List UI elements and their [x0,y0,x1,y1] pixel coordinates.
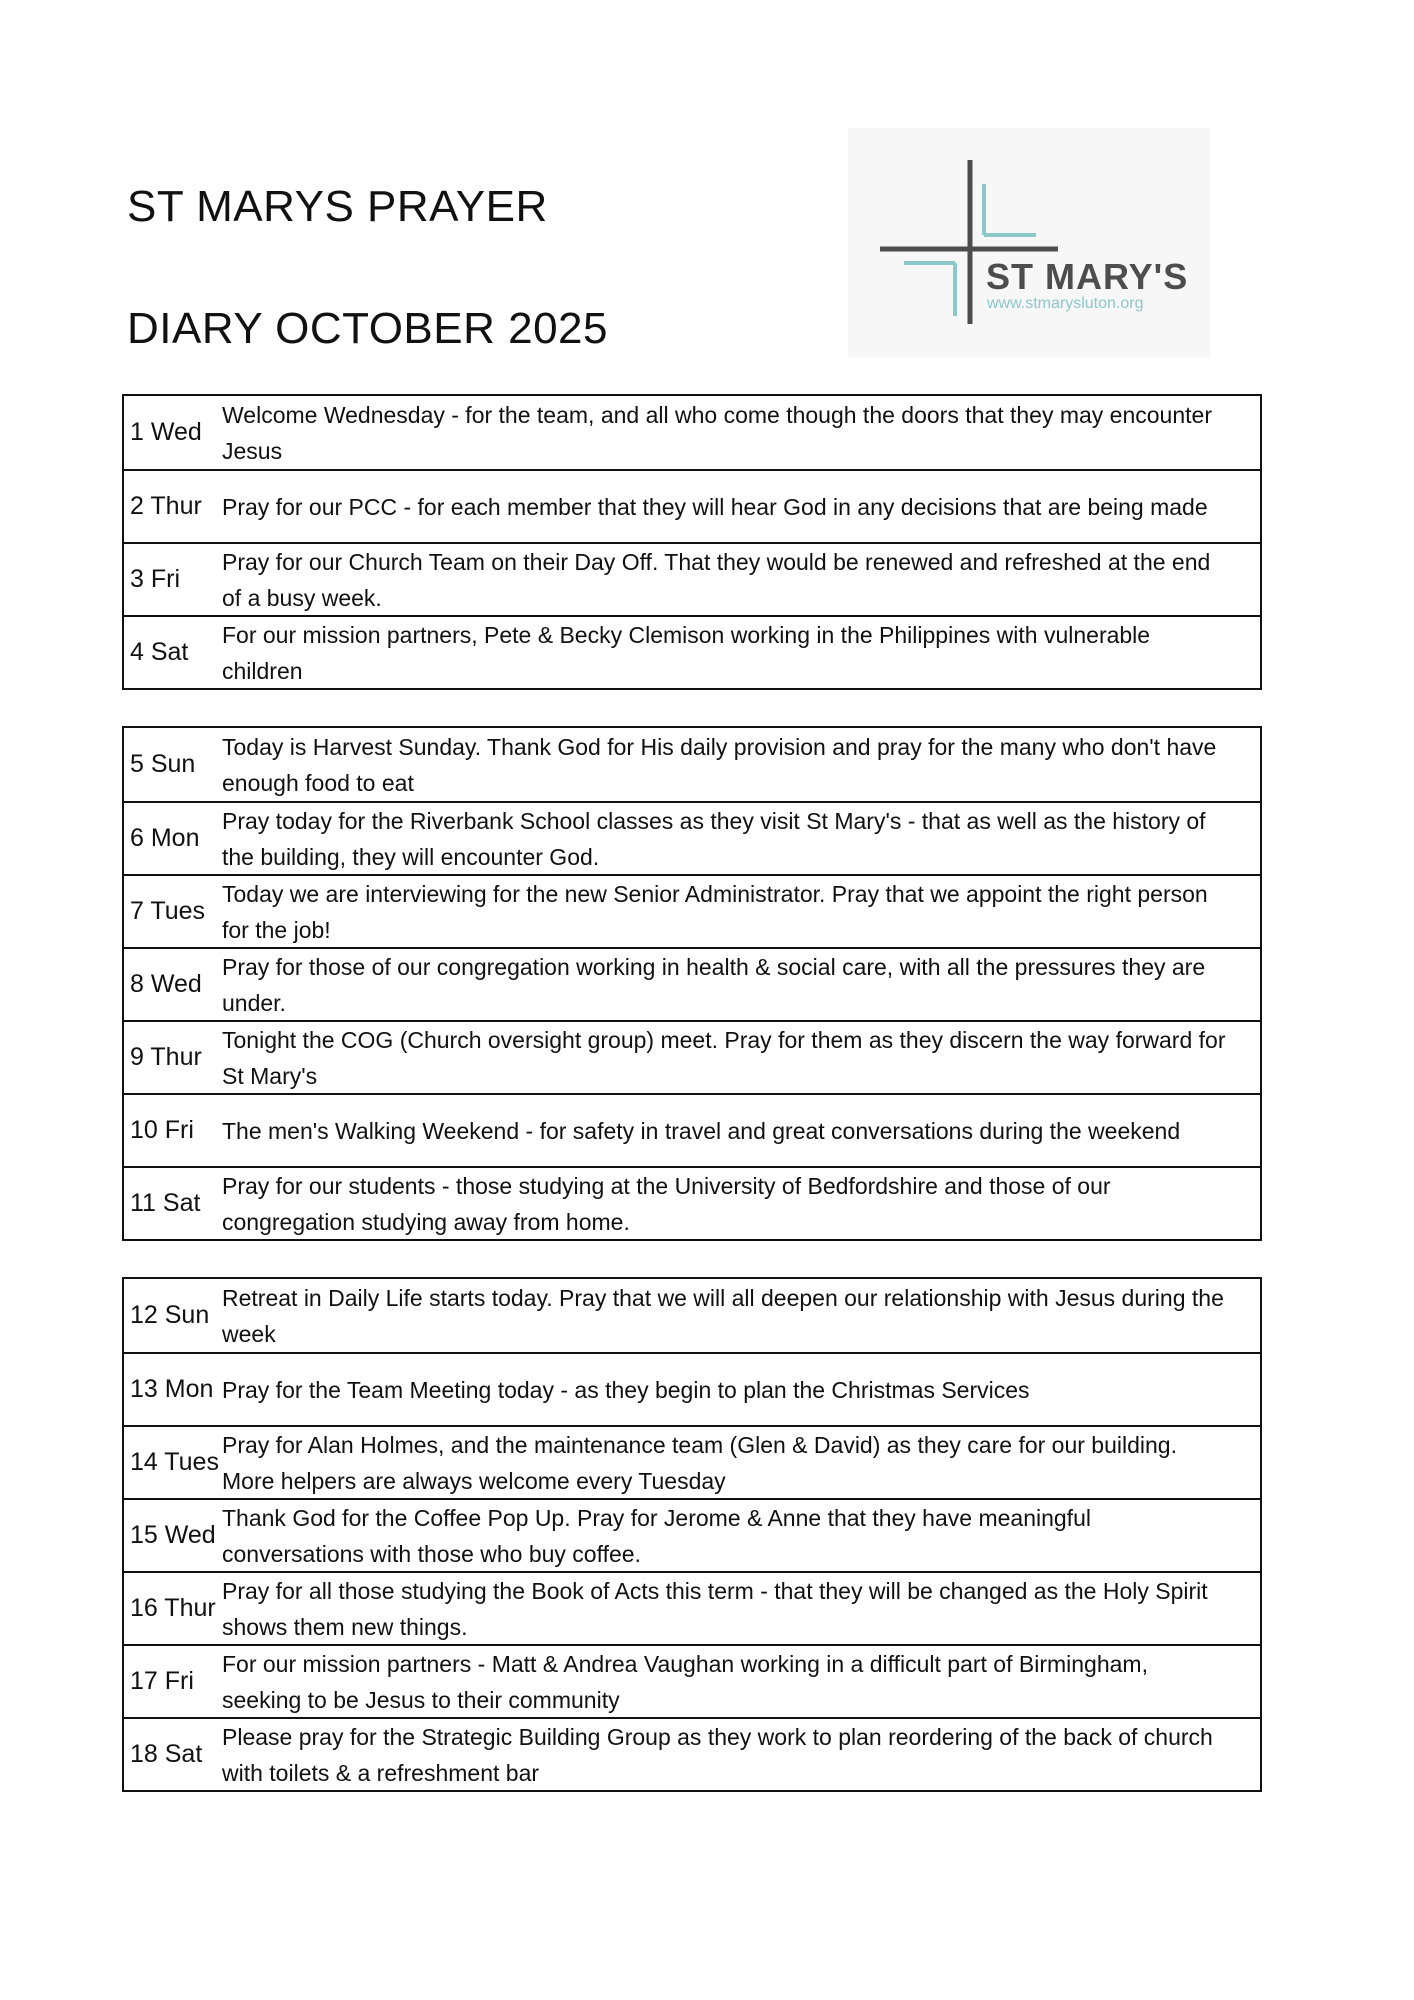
diary-prayer-text: Pray for Alan Holmes, and the maintenance team (Glen & David) as they care for our building. More helpers are always welcome every Tuesday [222,1431,1177,1494]
diary-row [124,801,1260,874]
logo-wordmark: ST MARY'S [986,256,1189,297]
diary-prayer-text: Pray for our PCC - for each member that they will hear God in any decisions that are being made [222,493,1208,520]
prayer-diary [122,394,1262,1792]
diary-day: 7 Tues [130,897,206,925]
diary-prayer-text: Pray today for the Riverbank School classes as they visit St Mary's - that as well as the history of the building, they will encounter God. [222,807,1206,870]
diary-day: 6 Mon [130,824,200,852]
diary-day: 13 Mon [130,1375,214,1403]
diary-prayer-text: Pray for the Team Meeting today - as they begin to plan the Christmas Services [222,1376,1030,1403]
diary-row [124,1717,1260,1790]
diary-prayer-text: Thank God for the Coffee Pop Up. Pray for Jerome & Anne that they have meaningful conversations with those who buy coffee. [222,1504,1091,1567]
diary-prayer-text: Tonight the COG (Church oversight group) meet. Pray for them as they discern the way forward for St Mary's [222,1026,1226,1089]
diary-row [124,469,1260,542]
diary-row [124,396,1260,469]
st-marys-logo [848,128,1210,358]
page-title-line-2: DIARY OCTOBER 2025 [127,304,608,353]
diary-day: 11 Sat [130,1189,201,1217]
diary-prayer-text: Today is Harvest Sunday. Thank God for His daily provision and pray for the many who don't have enough food to eat [222,733,1217,796]
logo-url: www.stmarysluton.org [987,295,1144,312]
diary-prayer-text: Please pray for the Strategic Building Group as they work to plan reordering of the back of church with toilets & a refreshment bar [222,1723,1213,1786]
cross-logo-icon [848,128,1210,358]
diary-day: 2 Thur [130,492,202,520]
page-title-line-1: ST MARYS PRAYER [127,182,548,231]
diary-day: 5 Sun [130,750,196,778]
diary-day: 1 Wed [130,418,202,446]
diary-prayer-text: Retreat in Daily Life starts today. Pray that we will all deepen our relationship with Jesus during the week [222,1284,1224,1347]
diary-prayer-text: For our mission partners - Matt & Andrea Vaughan working in a difficult part of Birmingham, seeking to be Jesus to their community [222,1650,1148,1713]
diary-row [124,1352,1260,1425]
diary-day: 17 Fri [130,1667,194,1695]
diary-day: 14 Tues [130,1448,219,1476]
diary-prayer-text: Welcome Wednesday - for the team, and all who come though the doors that they may encounter Jesus [222,401,1212,464]
diary-day: 8 Wed [130,970,202,998]
diary-day: 3 Fri [130,565,180,593]
diary-prayer-text: Pray for all those studying the Book of Acts this term - that they will be changed as the Holy Spirit shows them new things. [222,1577,1208,1640]
diary-row [124,1425,1260,1498]
diary-week-table [122,394,1262,690]
diary-day: 4 Sat [130,638,189,666]
diary-row [124,615,1260,688]
diary-prayer-text: Pray for our Church Team on their Day Off. That they would be renewed and refreshed at the end of a busy week. [222,548,1211,611]
diary-prayer-text: Pray for those of our congregation working in health & social care, with all the pressures they are under. [222,953,1206,1016]
diary-day: 9 Thur [130,1043,202,1071]
diary-row [124,1644,1260,1717]
diary-day: 18 Sat [130,1740,203,1768]
diary-row [124,1498,1260,1571]
diary-day: 12 Sun [130,1301,210,1329]
diary-row [124,947,1260,1020]
diary-row [124,728,1260,801]
diary-week-table [122,726,1262,1241]
diary-prayer-text: Today we are interviewing for the new Senior Administrator. Pray that we appoint the right person for the job! [222,880,1208,943]
diary-day: 16 Thur [130,1594,216,1622]
diary-day: 15 Wed [130,1521,216,1549]
diary-prayer-text: The men's Walking Weekend - for safety in travel and great conversations during the weekend [222,1117,1181,1144]
diary-row [124,1020,1260,1093]
diary-row [124,874,1260,947]
diary-row [124,1166,1260,1239]
diary-prayer-text: For our mission partners, Pete & Becky Clemison working in the Philippines with vulnerable children [222,621,1151,684]
diary-week-table [122,1277,1262,1792]
diary-prayer-text: Pray for our students - those studying at the University of Bedfordshire and those of our congregation studying away from home. [222,1172,1111,1235]
diary-row [124,1571,1260,1644]
diary-row [124,1093,1260,1166]
diary-row [124,542,1260,615]
diary-row [124,1279,1260,1352]
diary-day: 10 Fri [130,1116,194,1144]
